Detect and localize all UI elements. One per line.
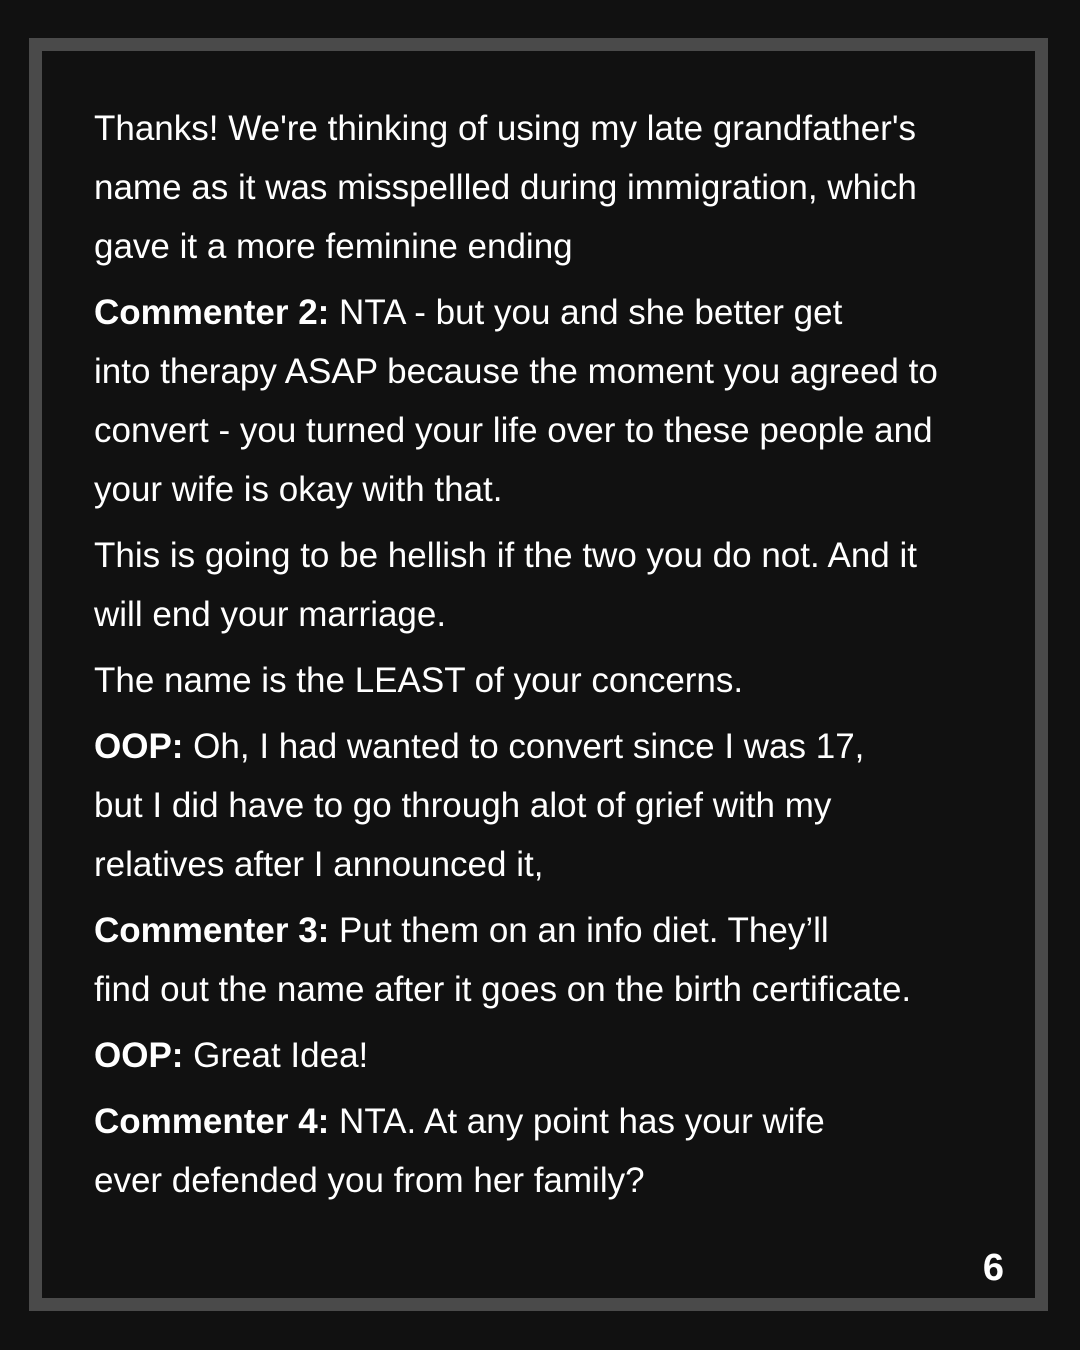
- text-line: gave it a more feminine ending: [94, 227, 573, 266]
- text-line: will end your marriage.: [94, 595, 447, 634]
- content-frame: [29, 38, 1048, 1311]
- paragraph-oop-reply-3: [94, 1026, 1014, 1085]
- text-line: find out the name after it goes on the birth certificate.: [94, 970, 912, 1009]
- comment-text: Great Idea!: [183, 1036, 369, 1075]
- paragraph-oop-reply-2: [94, 717, 1014, 894]
- text-line: but I did have to go through alot of grief with my: [94, 786, 832, 825]
- speaker-label: OOP:: [94, 1036, 184, 1075]
- comment-text: Oh, I had wanted to convert since I was 17,: [183, 727, 865, 766]
- paragraph-commenter-3: [94, 901, 1014, 1019]
- paragraph-oop-reply-1: [94, 99, 1014, 276]
- text-line: [94, 717, 1014, 776]
- speaker-label: Commenter 3:: [94, 911, 330, 950]
- paragraph-commenter-4: [94, 1092, 1014, 1210]
- speaker-label: Commenter 2:: [94, 293, 330, 332]
- comment-text: NTA - but you and she better get: [329, 293, 843, 332]
- speaker-label: Commenter 4:: [94, 1102, 330, 1141]
- text-line: The name is the LEAST of your concerns.: [94, 661, 744, 700]
- text-line: This is going to be hellish if the two you do not. And it: [94, 536, 917, 575]
- text-line: into therapy ASAP because the moment you agreed to: [94, 352, 938, 391]
- text-line: [94, 1026, 1014, 1085]
- text-line: [94, 1092, 1014, 1151]
- text-line: your wife is okay with that.: [94, 470, 503, 509]
- paragraph-commenter-2: [94, 283, 1014, 519]
- speaker-label: OOP:: [94, 727, 184, 766]
- text-body: [94, 99, 1014, 1217]
- paragraph-commenter-2-cont: [94, 526, 1014, 644]
- text-line: ever defended you from her family?: [94, 1161, 645, 1200]
- text-line: relatives after I announced it,: [94, 845, 544, 884]
- comment-text: NTA. At any point has your wife: [329, 1102, 825, 1141]
- paragraph-commenter-2-end: [94, 651, 1014, 710]
- text-line: [94, 901, 1014, 960]
- text-line: [94, 283, 1014, 342]
- text-line: Thanks! We're thinking of using my late grandfather's: [94, 109, 917, 148]
- text-line: name as it was misspellled during immigration, which: [94, 168, 917, 207]
- page-number: 6: [982, 1247, 1004, 1289]
- text-line: convert - you turned your life over to these people and: [94, 411, 933, 450]
- comment-text: Put them on an info diet. They’ll: [329, 911, 829, 950]
